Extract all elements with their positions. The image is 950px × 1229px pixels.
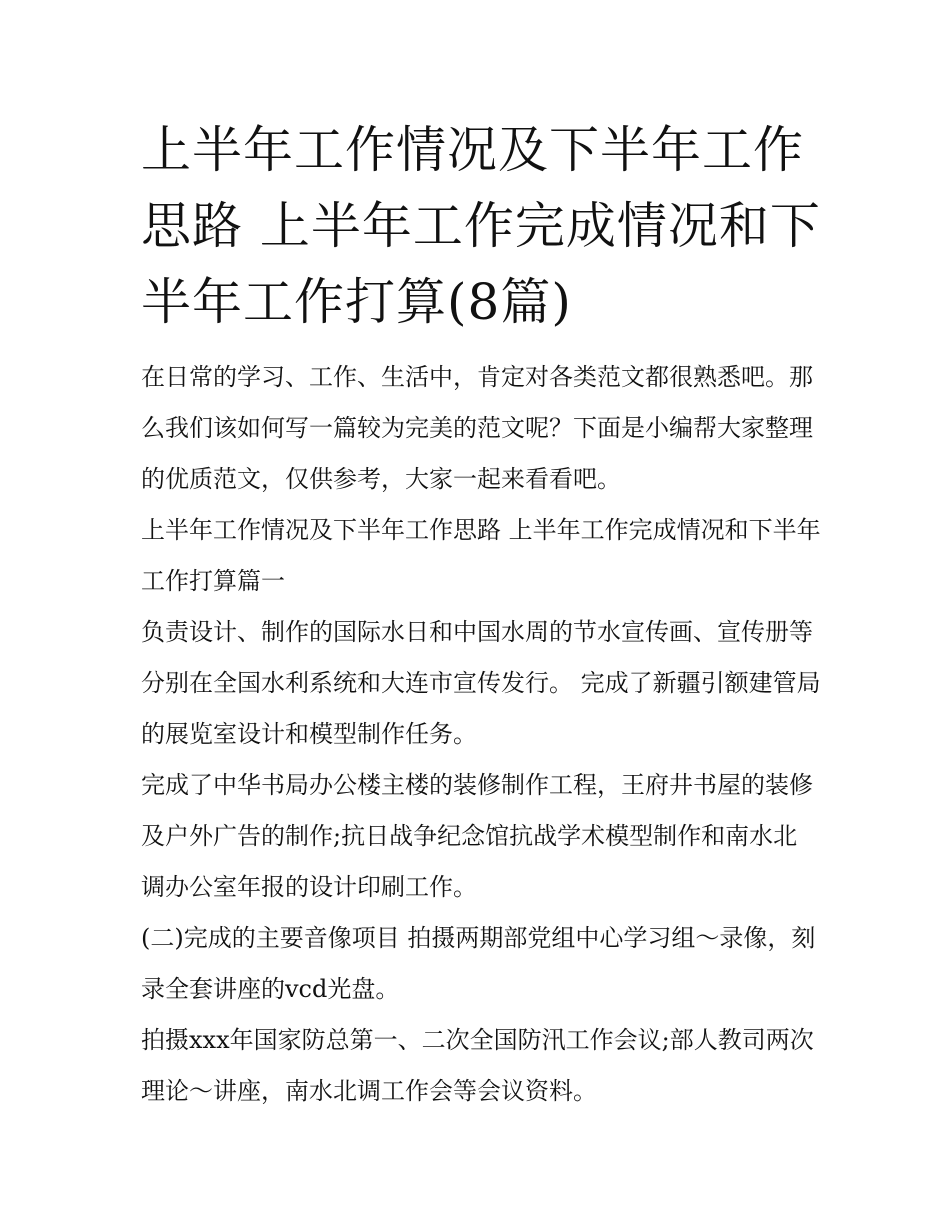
intro-paragraph: 在日常的学习、工作、生活中，肯定对各类范文都很熟悉吧。那么我们该如何写一篇较为完美的范文呢？下面是小编帮大家整理的优质范文，仅供参考，大家一起来看看吧。 [141,363,813,493]
section-heading: 上半年工作情况及下半年工作思路 上半年工作完成情况和下半年工作打算篇一 [141,516,821,595]
body-paragraph: (二)完成的主要音像项目 拍摄两期部党组中心学习组～录像，刻录全套讲座的vcd光盘。 [141,924,816,1003]
document-title: 上半年工作情况及下半年工作思路 上半年工作完成情况和下半年工作打算(8篇) [141,121,821,331]
body-paragraph: 负责设计、制作的国际水日和中国水周的节水宣传画、宣传册等分别在全国水利系统和大连市宣传发行。 完成了新疆引额建管局的展览室设计和模型制作任务。 [141,618,821,748]
document-page [141,112,821,1117]
body-paragraph: 拍摄xxx年国家防总第一、二次全国防汛工作会议;部人教司两次理论～讲座，南水北调工作会等会议资料。 [141,1026,814,1105]
body-paragraph: 完成了中华书局办公楼主楼的装修制作工程，王府井书屋的装修及户外广告的制作;抗日战争纪念馆抗战学术模型制作和南水北调办公室年报的设计印刷工作。 [141,771,813,901]
